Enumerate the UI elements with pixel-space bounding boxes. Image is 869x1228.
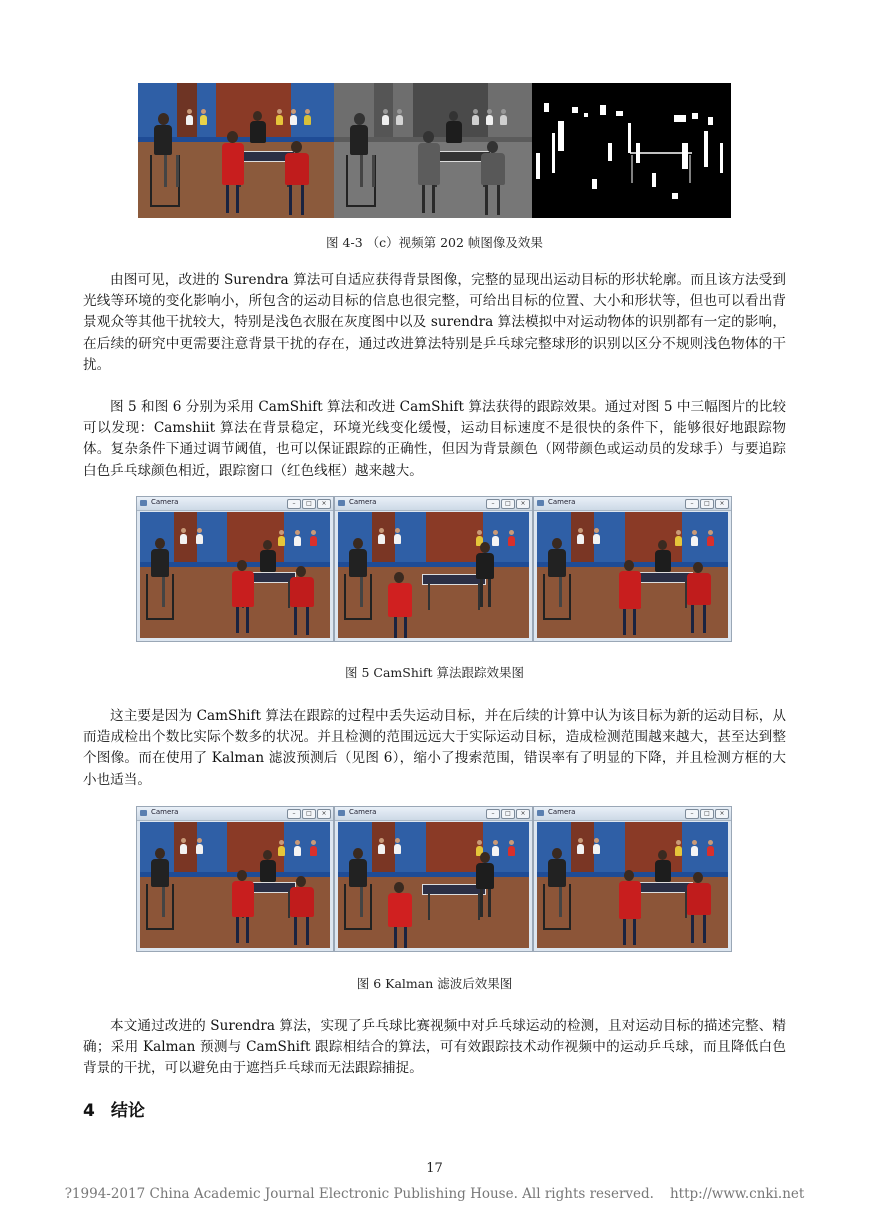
minimize-button: – [486, 499, 500, 509]
camera-app-icon [140, 500, 147, 506]
section-heading [83, 1096, 145, 1121]
window-titlebar [335, 497, 532, 511]
frame-original-color [138, 83, 334, 218]
minimize-button: – [287, 499, 301, 509]
camera-window-3 [533, 806, 732, 952]
frame-grayscale [334, 83, 532, 218]
figure-4-3 [138, 83, 731, 218]
camera-window-2 [334, 496, 533, 642]
camera-window-1 [136, 806, 334, 952]
figure-5-caption: 图 5 CamShift 算法跟踪效果图 [344, 665, 524, 680]
minimize-button: – [685, 499, 699, 509]
close-button: × [715, 809, 729, 819]
copyright-text: ?1994-2017 China Academic Journal Electronic Publishing House. All rights reserved. [64, 1186, 654, 1202]
camera-app-icon [338, 810, 345, 816]
window-title: Camera [151, 808, 179, 816]
window-title: Camera [548, 498, 576, 506]
maximize-button: □ [302, 499, 316, 509]
tracking-frame [338, 512, 529, 638]
close-button: × [715, 499, 729, 509]
camera-app-icon [140, 810, 147, 816]
maximize-button: □ [700, 499, 714, 509]
window-titlebar [335, 807, 532, 821]
close-button: × [317, 499, 331, 509]
section-number: 4 [83, 1101, 95, 1121]
camera-window-1 [136, 496, 334, 642]
camera-window-2 [334, 806, 533, 952]
figure-4-3-caption: 图 4-3 （c）视频第 202 帧图像及效果 [326, 235, 543, 250]
camera-app-icon [537, 810, 544, 816]
figure-5 [136, 496, 732, 642]
window-title: Camera [349, 498, 377, 506]
copyright-footer [0, 1186, 869, 1202]
window-title: Camera [548, 808, 576, 816]
tracking-frame [140, 512, 330, 638]
section-title: 结论 [110, 1101, 145, 1121]
window-titlebar [137, 807, 333, 821]
paragraph-2: 图 5 和图 6 分别为采用 CamShift 算法和改进 CamShift 算法获得的跟踪效果。通过对图 5 中三幅图片的比较可以发现：Camshiit 算法在背景稳定，环境光线变化缓慢，运动目标速度不是很快的条件下，能够很好地跟踪物体。复杂条件下通过调节阈值，也可以保证跟踪的正确性，但因为背景颜色（网带颜色或运动员的发球手）与要追踪白色乒乓球颜色相近，跟踪窗口（红色线框）越来越大。 [83, 399, 786, 479]
camera-app-icon [338, 500, 345, 506]
paragraph-4: 本文通过改进的 Surendra 算法，实现了乒乓球比赛视频中对乒乓球运动的检测，且对运动目标的描述完整、精确；采用 Kalman 预测与 CamShift 跟踪相结合的算法，可有效跟踪技术动作视频中的运动乒乓球，而且降低白色背景的干扰，可以避免由于遮挡乒乓球而无法跟踪捕捉。 [83, 1018, 786, 1077]
tracking-frame [537, 512, 728, 638]
minimize-button: – [685, 809, 699, 819]
close-button: × [516, 499, 530, 509]
tracking-frame [338, 822, 529, 948]
window-title: Camera [151, 498, 179, 506]
window-titlebar [534, 807, 731, 821]
tracking-frame [140, 822, 330, 948]
close-button: × [317, 809, 331, 819]
camera-app-icon [537, 500, 544, 506]
minimize-button: – [287, 809, 301, 819]
footer-url: http://www.cnki.net [669, 1186, 805, 1202]
page-number: 17 [426, 1161, 443, 1176]
tracking-frame [537, 822, 728, 948]
maximize-button: □ [501, 499, 515, 509]
window-titlebar [137, 497, 333, 511]
paragraph-1: 由图可见，改进的 Surendra 算法可自适应获得背景图像，完整的显现出运动目标的形状轮廓。而且该方法受到光线等环境的变化影响小，所包含的运动目标的信息也很完整，可给出目标的位置、大小和形状等，但也可以看出背景观众等其他干扰较大，特别是浅色衣服在灰度图中以及 surendra 算法模拟中对运动物体的识别都有一定的影响，在后续的研究中更需要注意背景干扰的存在，通过改进算法特别是乒乓球完整球形的识别以区分不规则浅色物体的干扰。 [83, 272, 786, 373]
close-button: × [516, 809, 530, 819]
camera-window-3 [533, 496, 732, 642]
paragraph-3: 这主要是因为 CamShift 算法在跟踪的过程中丢失运动目标，并在后续的计算中认为该目标为新的运动目标，从而造成检出个数比实际个数多的状况。并且检测的范围远远大于实际运动目标，造成检测范围越来越大，甚至达到整个图像。而在使用了 Kalman 滤波预测后（见图 6），缩小了搜索范围，错误率有了明显的下降，并且检测方框的大小也适当。 [83, 708, 786, 788]
maximize-button: □ [700, 809, 714, 819]
binary-mask-graphic [532, 83, 731, 218]
maximize-button: □ [501, 809, 515, 819]
figure-6 [136, 806, 732, 952]
minimize-button: – [486, 809, 500, 819]
window-title: Camera [349, 808, 377, 816]
frame-binary-foreground [532, 83, 731, 218]
window-titlebar [534, 497, 731, 511]
maximize-button: □ [302, 809, 316, 819]
figure-6-caption: 图 6 Kalman 滤波后效果图 [356, 976, 513, 991]
